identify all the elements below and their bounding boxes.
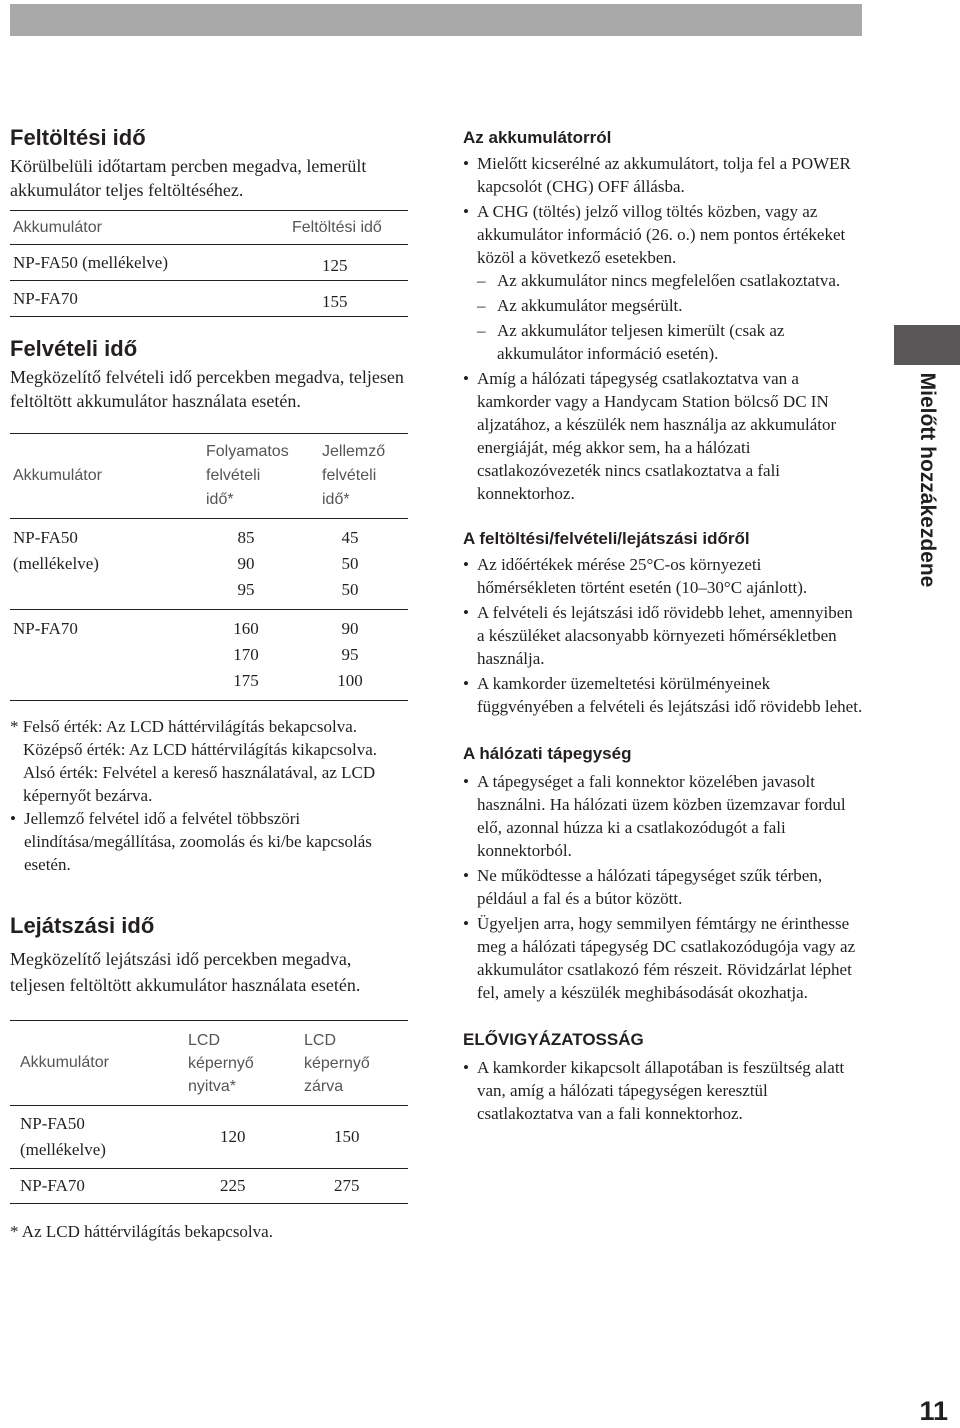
table-row — [10, 519, 408, 610]
battery-note: (mellékelve) — [13, 554, 99, 573]
list-item: • A kamkorder kikapcsolt állapotában is feszültség alatt van, amíg a hálózati tápegységen keresztül csatlakoztatva van a fali konnektorhoz. — [463, 1058, 845, 1123]
charge-table-header — [10, 210, 408, 245]
list-item: • A kamkorder üzemeltetési körülményeinek függvényében a felvételi és lejátszási idő rövidebb lehet. — [463, 674, 863, 716]
continuous-value: 85 — [237, 528, 255, 547]
lcd-closed-value: 275 — [334, 1176, 360, 1195]
section-tab-label: Mielőtt hozzákezdene — [916, 372, 939, 588]
continuous-value: 160 — [233, 619, 259, 638]
charge-table — [10, 210, 408, 317]
header-battery: Akkumulátor — [13, 467, 102, 484]
record-heading: Felvételi idő — [10, 336, 138, 361]
record-table-header — [10, 433, 408, 519]
continuous-value: 170 — [233, 645, 259, 664]
typical-value: 100 — [337, 671, 363, 690]
header-charge-time: Feltöltési idő — [292, 218, 382, 236]
record-table — [10, 433, 408, 701]
typical-value: 90 — [341, 619, 359, 638]
battery-cell: NP-FA50 — [20, 1114, 85, 1133]
footnote-top: * Felső érték: Az LCD háttérvilágítás bekapcsolva. — [10, 717, 357, 736]
list-item: • Az időértékek mérése 25°C-os környezeti hőmérsékleten történt esetén (10–30°C ajánlott). — [463, 555, 808, 597]
footnote-bottom: Alsó érték: Felvétel a kereső használatával, az LCD képernyőt bezárva. — [23, 763, 376, 805]
continuous-value: 95 — [237, 580, 255, 599]
charge-heading: Feltöltési idő — [10, 125, 146, 150]
playback-table — [10, 1020, 408, 1204]
footnote-middle: Középső érték: Az LCD háttérvilágítás kikapcsolva. — [23, 740, 378, 759]
list-item: – Az akkumulátor teljesen kimerült (csak az akkumulátor információ esetén). — [477, 321, 785, 363]
record-intro: Megközelítő felvételi idő percekben megadva, teljesen feltöltött akkumulátor használata esetén. — [10, 367, 404, 411]
table-row — [10, 281, 408, 317]
list-item: • A tápegységet a fali konnektor közelében javasolt használni. Ha hálózati üzem közben üzemzavar fordul elő, azonnal húzza ki a csatlakozódugót a fali konnektorból. — [463, 772, 846, 860]
header-typical: Jellemző felvételi idő* — [322, 443, 386, 508]
playback-table-header — [10, 1020, 408, 1106]
charge-time-cell: 125 — [322, 255, 348, 275]
playback-intro: Megközelítő lejátszási idő percekben megadva, teljesen feltöltött akkumulátor használata esetén. — [10, 949, 361, 995]
times-heading: A feltöltési/felvételi/lejátszási időről — [463, 529, 750, 548]
caution-heading: ELŐVIGYÁZATOSSÁG — [463, 1030, 644, 1049]
charge-intro: Körülbelüli időtartam percben megadva, lemerült akkumulátor teljes feltöltéséhez. — [10, 156, 367, 200]
battery-cell: NP-FA70 — [13, 288, 78, 308]
lcd-closed-value: 150 — [334, 1127, 360, 1146]
playback-footnote: * Az LCD háttérvilágítás bekapcsolva. — [10, 1222, 273, 1241]
adapter-heading: A hálózati tápegység — [463, 744, 632, 763]
list-item: • Amíg a hálózati tápegység csatlakoztatva van a kamkorder vagy a Handycam Station bölcső DC IN aljzatához, a készülék nem használja az akkumulátor energiáját, még akkor sem, ha a hálózati csatlakozóvezeték nincs csatlakoztatva a fali konnektorhoz. — [463, 369, 837, 503]
lcd-open-value: 120 — [220, 1127, 246, 1146]
list-item: • A felvételi és lejátszási idő rövidebb lehet, amennyiben a készüléket alacsonyabb környezeti hőmérsékletben használja. — [463, 603, 853, 668]
page-number: 11 — [919, 1396, 948, 1426]
list-item: • Ügyeljen arra, hogy semmilyen fémtárgy ne érinthesse meg a hálózati tápegység DC csatlakozódugója vagy az akkumulátor csatlakozó fém részeit. Rövidzárlat léphet fel, amely a készülék meghibásodását okozhatja. — [463, 914, 856, 1002]
record-notes — [10, 715, 408, 876]
battery-cell: NP-FA50 — [13, 528, 78, 547]
section-tab-marker — [894, 325, 960, 365]
header-battery: Akkumulátor — [13, 218, 102, 236]
list-item: • Ne működtesse a hálózati tápegységet szűk térben, például a fal és a bútor között. — [463, 866, 823, 908]
list-item: – Az akkumulátor nincs megfelelően csatlakoztatva. — [477, 271, 841, 290]
continuous-value: 175 — [233, 671, 259, 690]
header-bar — [10, 4, 862, 36]
battery-note: (mellékelve) — [20, 1140, 106, 1159]
left-column — [10, 124, 408, 1243]
table-row — [10, 1169, 408, 1204]
typical-value: 50 — [341, 554, 359, 573]
header-battery: Akkumulátor — [20, 1054, 109, 1071]
battery-cell: NP-FA70 — [13, 619, 78, 638]
battery-info-heading: Az akkumulátorról — [463, 128, 612, 147]
lcd-open-value: 225 — [220, 1176, 246, 1195]
typical-value: 95 — [341, 645, 359, 664]
charge-time-cell: 155 — [322, 291, 348, 311]
typical-value: 50 — [341, 580, 359, 599]
header-lcd-open: LCD képernyő nyitva* — [188, 1031, 254, 1095]
table-row — [10, 610, 408, 701]
continuous-value: 90 — [237, 554, 255, 573]
header-continuous: Folyamatos felvételi idő* — [206, 443, 289, 508]
header-lcd-closed: LCD képernyő zárva — [304, 1031, 370, 1095]
list-item: – Az akkumulátor megsérült. — [477, 296, 683, 315]
list-item: • A CHG (töltés) jelző villog töltés közben, vagy az akkumulátor információ (26. o.) nem pontos értékeket közöl a következő esetekben. — [463, 202, 846, 267]
list-item: • Mielőtt kicserélné az akkumulátort, tolja fel a POWER kapcsolót (CHG) OFF állásba. — [463, 154, 851, 196]
right-column — [463, 126, 863, 1125]
battery-cell: NP-FA70 — [20, 1176, 85, 1195]
typical-value: 45 — [341, 528, 359, 547]
table-row — [10, 245, 408, 281]
table-row — [10, 1106, 408, 1169]
playback-heading: Lejátszási idő — [10, 913, 155, 938]
battery-cell: NP-FA50 (mellékelve) — [13, 252, 169, 272]
list-item: • Jellemző felvétel idő a felvétel többszöri elindítása/megállítása, zoomolás és ki/be kapcsolás esetén. — [10, 809, 372, 874]
